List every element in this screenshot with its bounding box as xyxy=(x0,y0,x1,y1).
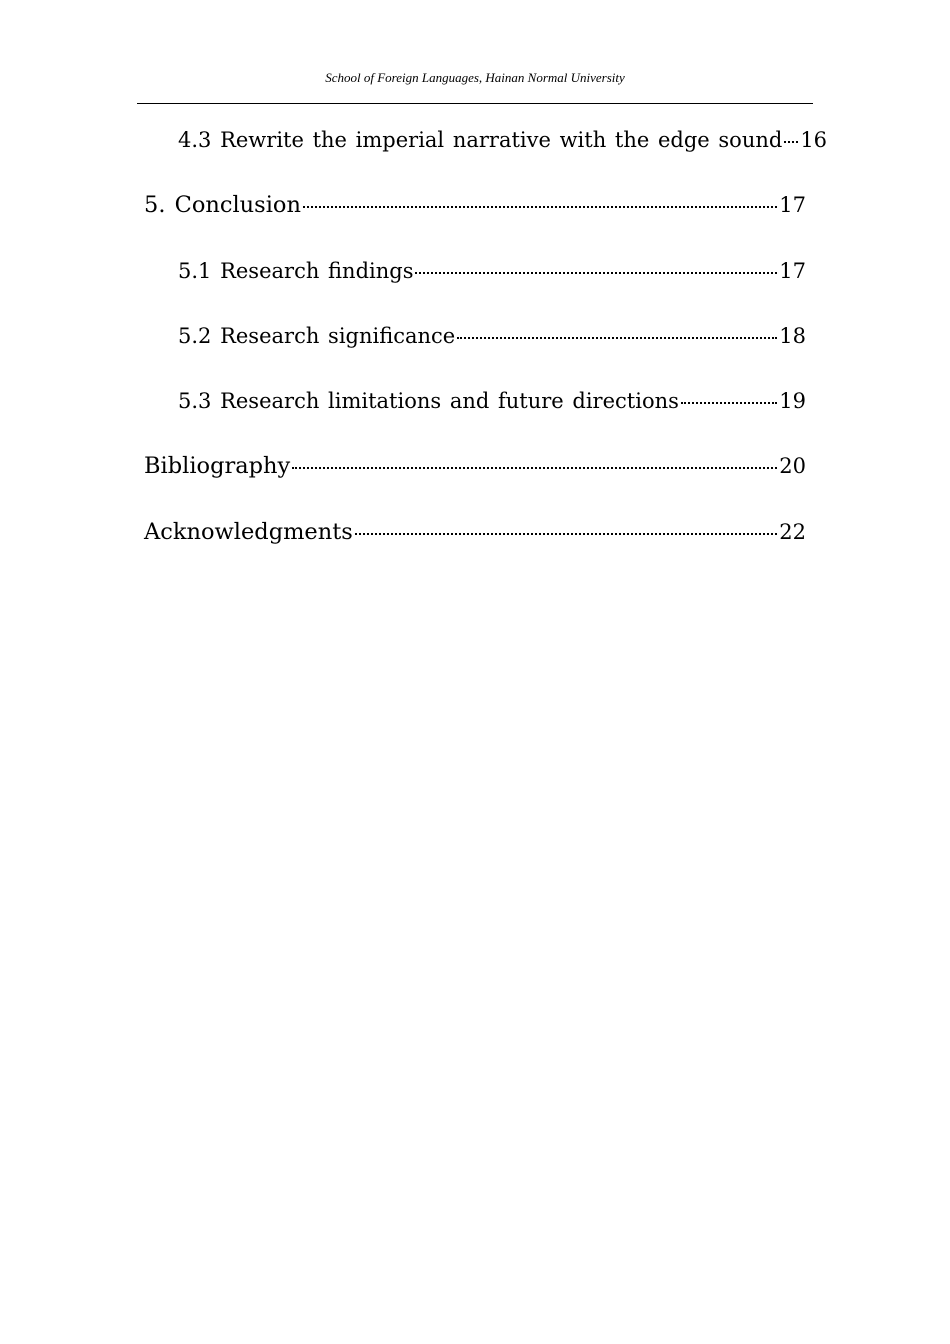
toc-entry-bibliography[interactable] xyxy=(144,448,806,513)
toc-page-number: 17 xyxy=(779,193,806,218)
toc-entry-label: Bibliography xyxy=(144,453,291,480)
toc-entry-5-1[interactable] xyxy=(144,253,806,318)
toc-entry-5-3[interactable] xyxy=(144,383,806,448)
dot-leader xyxy=(784,141,798,143)
toc-entry-label: 5.2 Research significance xyxy=(178,323,456,348)
toc-entry-label: 5.3 Research limitations and future directions xyxy=(178,389,679,414)
table-of-contents xyxy=(144,122,828,579)
toc-page-number: 17 xyxy=(779,258,806,283)
toc-page-number: 16 xyxy=(800,128,828,152)
toc-page-number: 22 xyxy=(779,519,806,544)
toc-page-number: 20 xyxy=(779,454,806,479)
header-divider xyxy=(137,103,813,104)
dot-leader xyxy=(355,533,777,535)
toc-page-number: 18 xyxy=(779,323,806,348)
toc-entry-label: 5.1 Research findings xyxy=(178,258,414,283)
dot-leader xyxy=(303,206,777,208)
dot-leader xyxy=(457,337,777,339)
dot-leader xyxy=(292,467,777,469)
toc-entry-5-conclusion[interactable] xyxy=(144,187,806,252)
toc-entry-label: 4.3 Rewrite the imperial narrative with the edge sound xyxy=(178,128,783,152)
toc-entry-label: Acknowledgments xyxy=(144,518,353,545)
toc-entry-label: 5. Conclusion xyxy=(144,192,301,219)
page-header: School of Foreign Languages, Hainan Normal University xyxy=(325,70,625,85)
dot-leader xyxy=(681,402,777,404)
toc-entry-5-2[interactable] xyxy=(144,318,806,383)
toc-page-number: 19 xyxy=(779,389,806,414)
toc-entry-acknowledgments[interactable] xyxy=(144,514,806,579)
dot-leader xyxy=(415,272,777,274)
toc-entry-4-3[interactable] xyxy=(144,122,828,187)
